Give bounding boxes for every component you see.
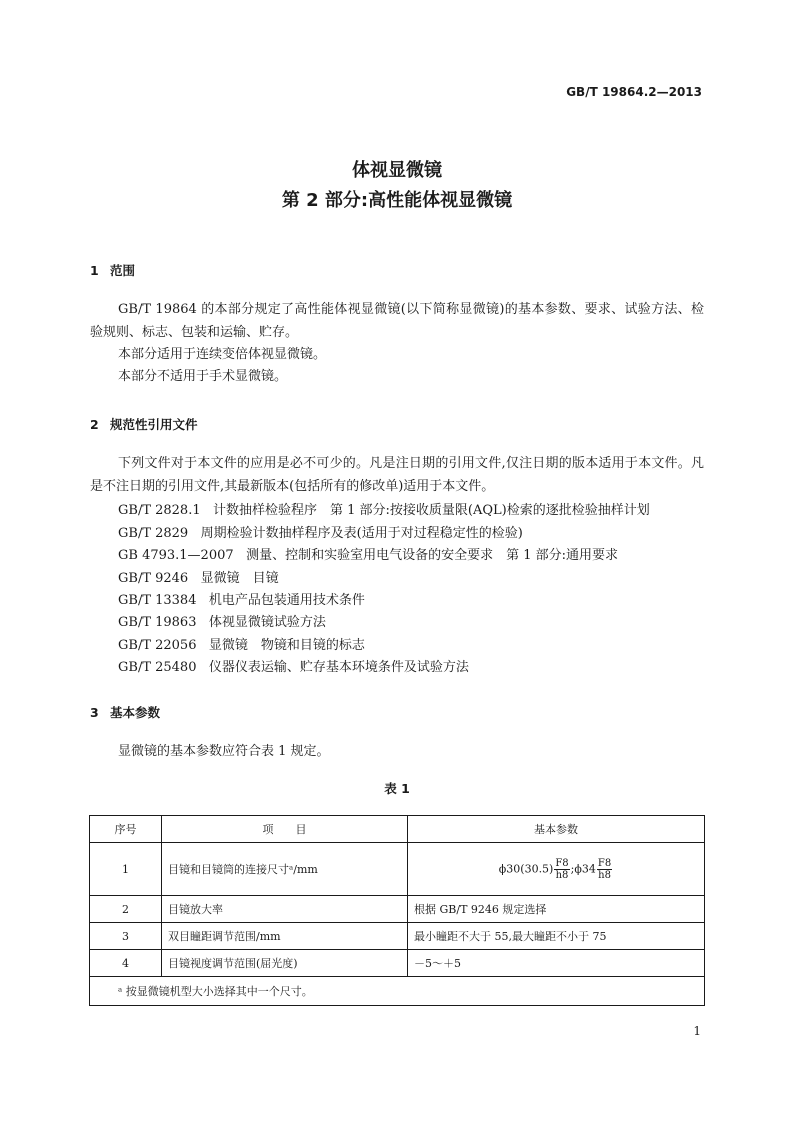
reference-title: 机电产品包装通用技术条件: [208, 593, 365, 608]
section-2-heading: [90, 415, 198, 433]
row-item: 目镜视度调节范围(屈光度): [162, 950, 408, 977]
section-number: 3: [90, 705, 99, 720]
row-number: 3: [90, 923, 162, 950]
table-row: [90, 950, 705, 977]
section-1-heading: [90, 261, 135, 279]
row-item: 目镜放大率: [162, 896, 408, 923]
standard-code: GB/T 19864.2—2013: [566, 85, 702, 99]
table-header-cell: 基本参数: [408, 816, 705, 843]
tolerance-fraction: $\frac{F8}{h8}$: [597, 857, 612, 881]
reference-code: GB/T 13384: [118, 593, 197, 608]
table-row: [90, 896, 705, 923]
separator: ;: [570, 862, 575, 875]
document-subtitle: 第 2 部分:高性能体视显微镜: [281, 190, 513, 211]
reference-title: 周期检验计数抽样程序及表(适用于对过程稳定性的检验): [200, 526, 523, 541]
row-value: －5～＋5: [408, 950, 705, 977]
reference-code: GB/T 19863: [118, 615, 197, 630]
reference-code: GB/T 2829: [118, 526, 189, 541]
section-3-heading: [90, 703, 160, 721]
reference-code: GB/T 25480: [118, 660, 197, 675]
row-number: 2: [90, 896, 162, 923]
row-value: 根据 GB/T 9246 规定选择: [408, 896, 705, 923]
section-number: 1: [90, 263, 99, 278]
section-2-paragraph: 下列文件对于本文件的应用是必不可少的。凡是注日期的引用文件,仅注日期的版本适用于本文件。凡是不注日期的引用文件,其最新版本(包括所有的修改单)适用于本文件。: [90, 456, 704, 494]
reference-code: GB/T 2828.1: [118, 503, 201, 518]
diameter-value: ϕ34: [574, 862, 596, 875]
reference-code: GB/T 9246: [118, 571, 189, 586]
reference-item: [118, 522, 523, 541]
reference-item: [118, 634, 365, 653]
row-value: 最小瞳距不大于 55,最大瞳距不小于 75: [408, 923, 705, 950]
table-header-cell: 序号: [90, 816, 162, 843]
section-number: 2: [90, 417, 99, 432]
diameter-value: ϕ30(30.5): [498, 862, 554, 875]
row-item: 目镜和目镜筒的连接尺寸ᵃ/mm: [162, 843, 408, 896]
reference-item: [118, 499, 650, 518]
section-1-paragraph: GB/T 19864 的本部分规定了高性能体视显微镜(以下简称显微镜)的基本参数、要求、试验方法、检验规则、标志、包装和运输、贮存。: [90, 302, 704, 340]
reference-item: [118, 544, 618, 563]
reference-item: [118, 589, 365, 608]
reference-item: [118, 656, 469, 675]
row-value: [408, 843, 705, 896]
section-title: 基本参数: [110, 705, 161, 720]
reference-title: 显微镜 物镜和目镜的标志: [208, 638, 365, 653]
reference-item: [118, 611, 326, 630]
section-1-paragraph: 本部分适用于连续变倍体视显微镜。: [118, 347, 327, 362]
reference-title: 显微镜 目镜: [200, 571, 279, 586]
reference-item: [118, 567, 279, 586]
reference-title: 计数抽样检验程序 第 1 部分:按接收质量限(AQL)检索的逐批检验抽样计划: [213, 503, 650, 518]
table-caption: 表 1: [384, 781, 410, 796]
table-header-row: [90, 816, 705, 843]
row-number: 1: [90, 843, 162, 896]
reference-title: 仪器仪表运输、贮存基本环境条件及试验方法: [208, 660, 469, 675]
row-item: 双目瞳距调节范围/mm: [162, 923, 408, 950]
table-footnote-row: [90, 977, 705, 1006]
reference-code: GB/T 22056: [118, 638, 197, 653]
table-footnote: ᵃ 按显微镜机型大小选择其中一个尺寸。: [90, 977, 705, 1006]
table-row: [90, 843, 705, 896]
row-number: 4: [90, 950, 162, 977]
section-1-paragraph: 本部分不适用于手术显微镜。: [118, 369, 288, 384]
section-title: 规范性引用文件: [110, 417, 198, 432]
parameter-table: [89, 815, 705, 1006]
section-title: 范围: [110, 263, 136, 278]
section-3-paragraph: 显微镜的基本参数应符合表 1 规定。: [118, 744, 330, 759]
table-row: [90, 923, 705, 950]
tolerance-fraction: $\frac{F8}{h8}$: [555, 857, 569, 881]
reference-title: 测量、控制和实验室用电气设备的安全要求 第 1 部分:通用要求: [246, 548, 618, 563]
table-header-cell: 项 目: [162, 816, 408, 843]
page-number: 1: [693, 1024, 701, 1038]
reference-code: GB 4793.1—2007: [118, 548, 234, 563]
reference-title: 体视显微镜试验方法: [208, 615, 326, 630]
document-title: 体视显微镜: [352, 160, 442, 181]
